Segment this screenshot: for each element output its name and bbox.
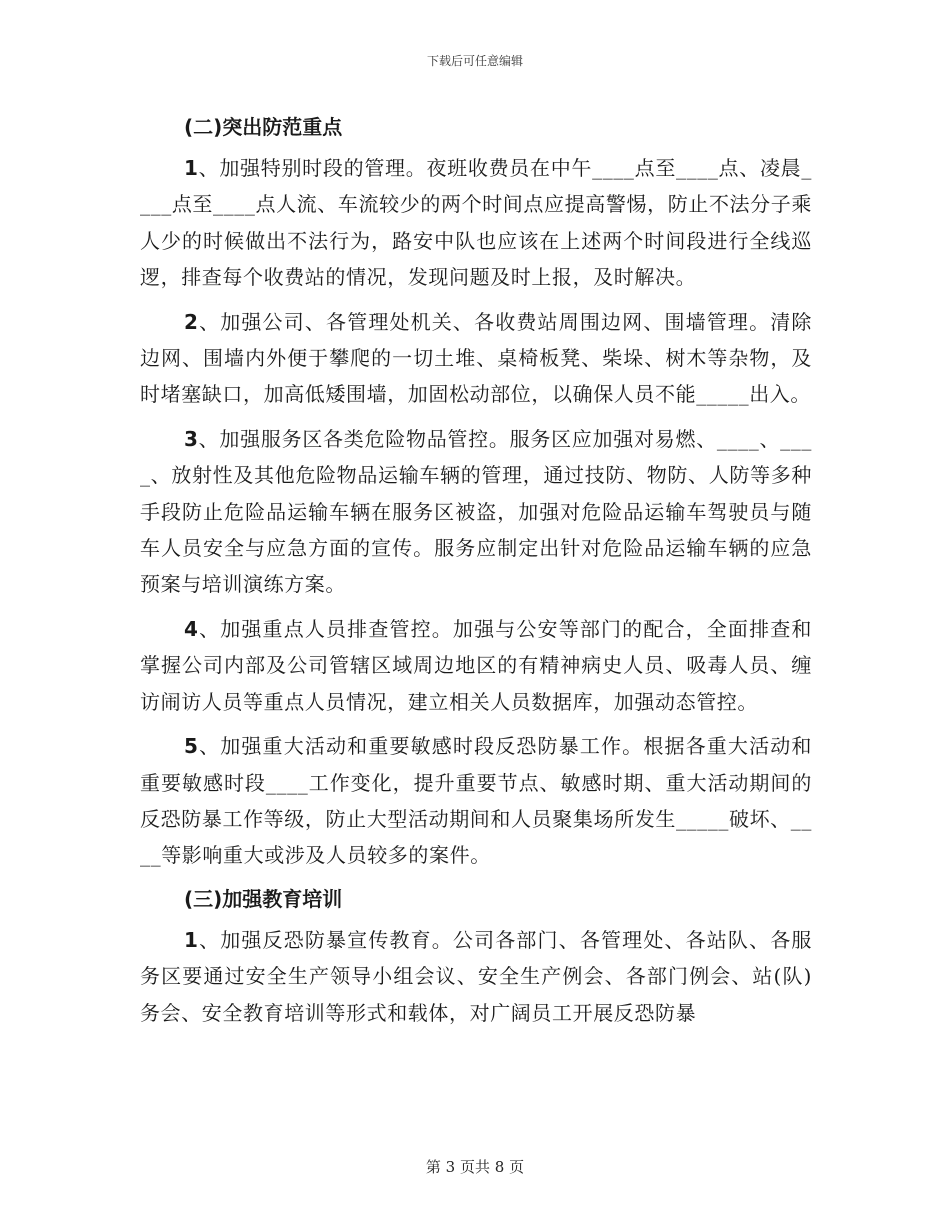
section-heading-3: (三)加强教育培训 <box>184 886 343 911</box>
item-text: 、加强服务区各类危险物品管控。服务区应加强对易燃、____、____、放射性及其他危险物品运输车辆的管理，通过技防、物防、人防等多种手段防止危险品运输车辆在服务区被盗，加强对危险品运输车驾驶员与随车人员安全与应急方面的宣传。服务应制定出针对危险品运输车辆的应急预案与培训演练方案。 <box>140 426 812 597</box>
item-text: 、加强反恐防暴宣传教育。公司各部门、各管理处、各站队、各服务区要通过安全生产领导小组会议、安全生产例会、各部门例会、站(队)务会、安全教育培训等形式和载体，对广阔员工开展反恐防暴 <box>140 927 812 1025</box>
item-text: 、加强重点人员排查管控。加强与公安等部门的配合，全面排查和掌握公司内部及公司管辖区域周边地区的有精神病史人员、吸毒人员、缠访闹访人员等重点人员情况，建立相关人员数据库，加强动态管控。 <box>140 616 812 714</box>
item-text: 、加强特别时段的管理。夜班收费员在中午____点至____点、凌晨____点至____点人流、车流较少的两个时间点应提高警惕，防止不法分子乘人少的时候做出不法行为，路安中队也应该在上述两个时间段进行全线巡逻，排查每个收费站的情况，发现问题及时上报，及时解决。 <box>140 156 812 290</box>
item-number: 5 <box>184 734 199 759</box>
item-number: 4 <box>184 616 199 641</box>
item-number: 3 <box>184 426 199 451</box>
item-text: 、加强公司、各管理处机关、各收费站周围边网、围墙管理。清除边网、围墙内外便于攀爬的一切土堆、桌椅板凳、柴垛、树木等杂物，及时堵塞缺口，加高低矮围墙，加固松动部位，以确保人员不能_____出入。 <box>140 309 812 407</box>
item-number: 1 <box>184 156 199 180</box>
item-number: 2 <box>184 309 199 334</box>
paragraph-item <box>140 611 812 720</box>
item-number: 1 <box>184 927 199 952</box>
page-header: 下载后可任意编辑 <box>426 54 523 68</box>
page-footer: 第 3 页共 8 页 <box>425 1158 525 1176</box>
paragraph-item <box>140 150 812 296</box>
paragraph-item <box>140 728 812 874</box>
section-heading-2: (二)突出防范重点 <box>184 115 343 139</box>
paragraph-item <box>140 922 812 1031</box>
paragraph-item <box>140 304 812 413</box>
paragraph-item <box>140 421 812 603</box>
document-body <box>140 110 812 1039</box>
item-text: 、加强重大活动和重要敏感时段反恐防暴工作。根据各重大活动和重要敏感时段____工作变化，提升重要节点、敏感时期、重大活动期间的反恐防暴工作等级，防止大型活动期间和人员聚集场所发生_____破坏、____等影响重大或涉及人员较多的案件。 <box>140 734 812 868</box>
